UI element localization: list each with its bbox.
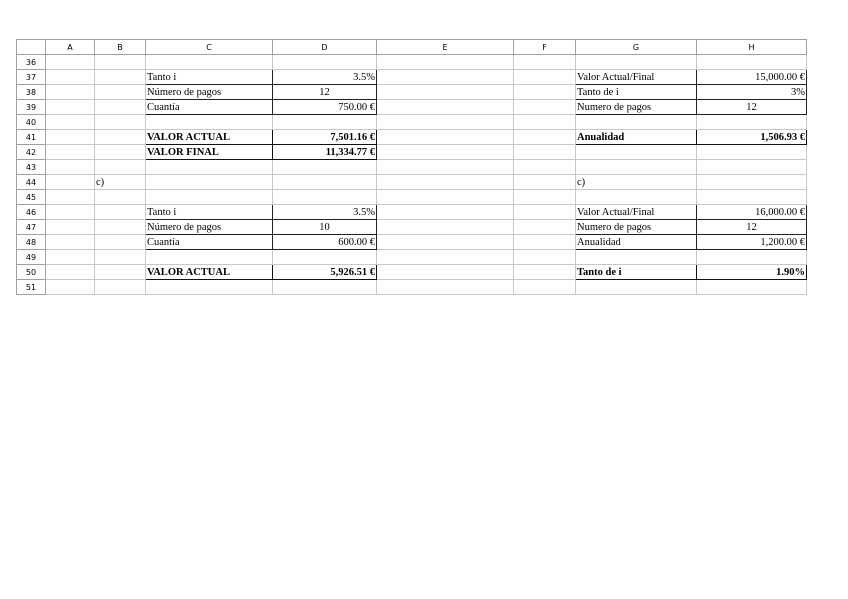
cell[interactable] <box>95 190 146 205</box>
column-header-c[interactable]: C <box>146 40 273 55</box>
cell[interactable] <box>95 205 146 220</box>
cell[interactable] <box>377 220 514 235</box>
sheet-row <box>17 55 807 70</box>
cell-cuantia-value[interactable]: 750.00 € <box>273 100 377 115</box>
cell[interactable] <box>146 175 273 190</box>
cell[interactable] <box>95 115 146 130</box>
cell[interactable] <box>377 160 514 175</box>
cell-pagos-value[interactable]: 12 <box>273 85 377 100</box>
cell[interactable] <box>46 205 95 220</box>
cell[interactable] <box>146 280 273 295</box>
cell[interactable] <box>273 160 377 175</box>
cell[interactable] <box>377 100 514 115</box>
cell[interactable] <box>514 190 576 205</box>
cell-valor-actual-value[interactable]: 5,926.51 € <box>273 265 377 280</box>
cell[interactable] <box>46 130 95 145</box>
cell[interactable] <box>95 160 146 175</box>
cell[interactable] <box>46 100 95 115</box>
cell-pagos-value[interactable]: 10 <box>273 220 377 235</box>
cell[interactable] <box>697 115 807 130</box>
cell[interactable] <box>95 280 146 295</box>
cell[interactable] <box>576 160 697 175</box>
cell[interactable] <box>95 85 146 100</box>
cell[interactable] <box>46 280 95 295</box>
cell[interactable] <box>514 250 576 265</box>
column-header-b[interactable]: B <box>95 40 146 55</box>
sheet-row <box>17 220 807 235</box>
sheet-row <box>17 85 807 100</box>
column-header-g[interactable]: G <box>576 40 697 55</box>
row-header[interactable]: 43 <box>17 160 46 175</box>
cell[interactable] <box>697 145 807 160</box>
cell[interactable] <box>576 115 697 130</box>
cell-section-label[interactable]: c) <box>95 175 146 190</box>
sheet-row <box>17 175 807 190</box>
cell-valor-actual-label[interactable]: VALOR ACTUAL <box>146 265 273 280</box>
cell[interactable] <box>146 160 273 175</box>
row-header[interactable]: 41 <box>17 130 46 145</box>
cell[interactable] <box>514 115 576 130</box>
cell[interactable] <box>576 55 697 70</box>
sheet-row <box>17 70 807 85</box>
cell-tanto-de-i-value[interactable]: 3% <box>697 85 807 100</box>
cell-tanto-value[interactable]: 3.5% <box>273 205 377 220</box>
cell[interactable] <box>46 85 95 100</box>
sheet-row <box>17 115 807 130</box>
cell[interactable] <box>95 220 146 235</box>
cell-pagos-label[interactable]: Número de pagos <box>146 220 273 235</box>
cell-valor-final-label[interactable]: VALOR FINAL <box>146 145 273 160</box>
cell[interactable] <box>46 70 95 85</box>
column-header-f[interactable]: F <box>514 40 576 55</box>
cell[interactable] <box>377 130 514 145</box>
cell[interactable] <box>95 130 146 145</box>
cell-numero-pagos-value[interactable]: 12 <box>697 100 807 115</box>
cell[interactable] <box>377 70 514 85</box>
cell[interactable] <box>514 55 576 70</box>
row-header[interactable]: 45 <box>17 190 46 205</box>
cell[interactable] <box>46 220 95 235</box>
row-header[interactable]: 40 <box>17 115 46 130</box>
row-header[interactable]: 46 <box>17 205 46 220</box>
cell[interactable] <box>514 220 576 235</box>
cell-valor-actual-final-label[interactable]: Valor Actual/Final <box>576 205 697 220</box>
select-all-corner[interactable] <box>17 40 46 55</box>
cell[interactable] <box>46 265 95 280</box>
cell[interactable] <box>46 115 95 130</box>
sheet-row <box>17 250 807 265</box>
cell[interactable] <box>95 145 146 160</box>
cell[interactable] <box>514 100 576 115</box>
sheet-row <box>17 160 807 175</box>
row-header[interactable]: 48 <box>17 235 46 250</box>
row-header[interactable]: 38 <box>17 85 46 100</box>
cell[interactable] <box>514 145 576 160</box>
cell[interactable] <box>46 175 95 190</box>
sheet-row <box>17 100 807 115</box>
cell[interactable] <box>273 190 377 205</box>
cell[interactable] <box>514 280 576 295</box>
cell[interactable] <box>514 265 576 280</box>
column-header-e[interactable]: E <box>377 40 514 55</box>
cell-numero-pagos-label[interactable]: Numero de pagos <box>576 220 697 235</box>
cell[interactable] <box>46 250 95 265</box>
cell[interactable] <box>95 100 146 115</box>
cell[interactable] <box>697 175 807 190</box>
sheet-row <box>17 205 807 220</box>
cell-cuantia-label[interactable]: Cuantía <box>146 100 273 115</box>
cell-tanto-label[interactable]: Tanto i <box>146 205 273 220</box>
cell-valor-final-value[interactable]: 11,334.77 € <box>273 145 377 160</box>
cell[interactable] <box>576 280 697 295</box>
cell[interactable] <box>95 235 146 250</box>
cell-valor-actual-final-value[interactable]: 16,000.00 € <box>697 205 807 220</box>
sheet-row <box>17 190 807 205</box>
cell[interactable] <box>46 55 95 70</box>
cell-section-label[interactable]: c) <box>576 175 697 190</box>
cell-tanto-de-i-label[interactable]: Tanto de i <box>576 265 697 280</box>
sheet-row <box>17 130 807 145</box>
cell[interactable] <box>95 265 146 280</box>
cell[interactable] <box>146 250 273 265</box>
cell[interactable] <box>377 190 514 205</box>
cell-valor-actual-final-label[interactable]: Valor Actual/Final <box>576 70 697 85</box>
cell[interactable] <box>514 235 576 250</box>
cell[interactable] <box>46 235 95 250</box>
cell[interactable] <box>514 70 576 85</box>
cell-valor-actual-label[interactable]: VALOR ACTUAL <box>146 130 273 145</box>
cell[interactable] <box>697 280 807 295</box>
cell[interactable] <box>146 55 273 70</box>
row-header[interactable]: 49 <box>17 250 46 265</box>
cell[interactable] <box>377 115 514 130</box>
row-header[interactable]: 36 <box>17 55 46 70</box>
cell-anualidad-value[interactable]: 1,506.93 € <box>697 130 807 145</box>
spreadsheet-grid <box>16 39 807 295</box>
cell-anualidad-value[interactable]: 1,200.00 € <box>697 235 807 250</box>
cell[interactable] <box>377 85 514 100</box>
cell[interactable] <box>146 190 273 205</box>
cell[interactable] <box>95 55 146 70</box>
column-header-h[interactable]: H <box>697 40 807 55</box>
cell[interactable] <box>377 280 514 295</box>
column-header-d[interactable]: D <box>273 40 377 55</box>
cell[interactable] <box>95 70 146 85</box>
cell[interactable] <box>697 160 807 175</box>
row-header[interactable]: 47 <box>17 220 46 235</box>
cell[interactable] <box>576 145 697 160</box>
cell[interactable] <box>377 55 514 70</box>
cell[interactable] <box>377 235 514 250</box>
cell-pagos-label[interactable]: Número de pagos <box>146 85 273 100</box>
cell[interactable] <box>273 280 377 295</box>
cell[interactable] <box>273 115 377 130</box>
cell-numero-pagos-label[interactable]: Numero de pagos <box>576 100 697 115</box>
cell[interactable] <box>377 250 514 265</box>
cell-cuantia-value[interactable]: 600.00 € <box>273 235 377 250</box>
cell-tanto-value[interactable]: 3.5% <box>273 70 377 85</box>
cell-cuantia-label[interactable]: Cuantía <box>146 235 273 250</box>
sheet-row <box>17 145 807 160</box>
row-header[interactable]: 44 <box>17 175 46 190</box>
cell[interactable] <box>95 250 146 265</box>
cell[interactable] <box>697 55 807 70</box>
sheet-row <box>17 280 807 295</box>
cell-tanto-label[interactable]: Tanto i <box>146 70 273 85</box>
cell[interactable] <box>514 205 576 220</box>
row-header[interactable]: 42 <box>17 145 46 160</box>
cell[interactable] <box>697 190 807 205</box>
cell[interactable] <box>377 175 514 190</box>
cell[interactable] <box>273 250 377 265</box>
cell-numero-pagos-value[interactable]: 12 <box>697 220 807 235</box>
cell[interactable] <box>576 190 697 205</box>
sheet-row <box>17 235 807 250</box>
row-header[interactable]: 51 <box>17 280 46 295</box>
cell-tanto-de-i-value[interactable]: 1.90% <box>697 265 807 280</box>
cell[interactable] <box>377 265 514 280</box>
column-header-a[interactable]: A <box>46 40 95 55</box>
cell[interactable] <box>514 175 576 190</box>
cell-anualidad-label[interactable]: Anualidad <box>576 235 697 250</box>
sheet-row <box>17 265 807 280</box>
cell-valor-actual-final-value[interactable]: 15,000.00 € <box>697 70 807 85</box>
cell[interactable] <box>146 115 273 130</box>
cell[interactable] <box>514 85 576 100</box>
cell-valor-actual-value[interactable]: 7,501.16 € <box>273 130 377 145</box>
cell[interactable] <box>273 175 377 190</box>
cell-tanto-de-i-label[interactable]: Tanto de i <box>576 85 697 100</box>
row-header[interactable]: 39 <box>17 100 46 115</box>
cell[interactable] <box>377 145 514 160</box>
cell[interactable] <box>576 250 697 265</box>
cell[interactable] <box>697 250 807 265</box>
cell[interactable] <box>273 55 377 70</box>
column-header-row <box>17 40 807 55</box>
cell[interactable] <box>377 205 514 220</box>
cell[interactable] <box>514 160 576 175</box>
cell[interactable] <box>46 160 95 175</box>
cell[interactable] <box>46 190 95 205</box>
cell-anualidad-label[interactable]: Anualidad <box>576 130 697 145</box>
row-header[interactable]: 37 <box>17 70 46 85</box>
cell[interactable] <box>514 130 576 145</box>
cell[interactable] <box>46 145 95 160</box>
row-header[interactable]: 50 <box>17 265 46 280</box>
